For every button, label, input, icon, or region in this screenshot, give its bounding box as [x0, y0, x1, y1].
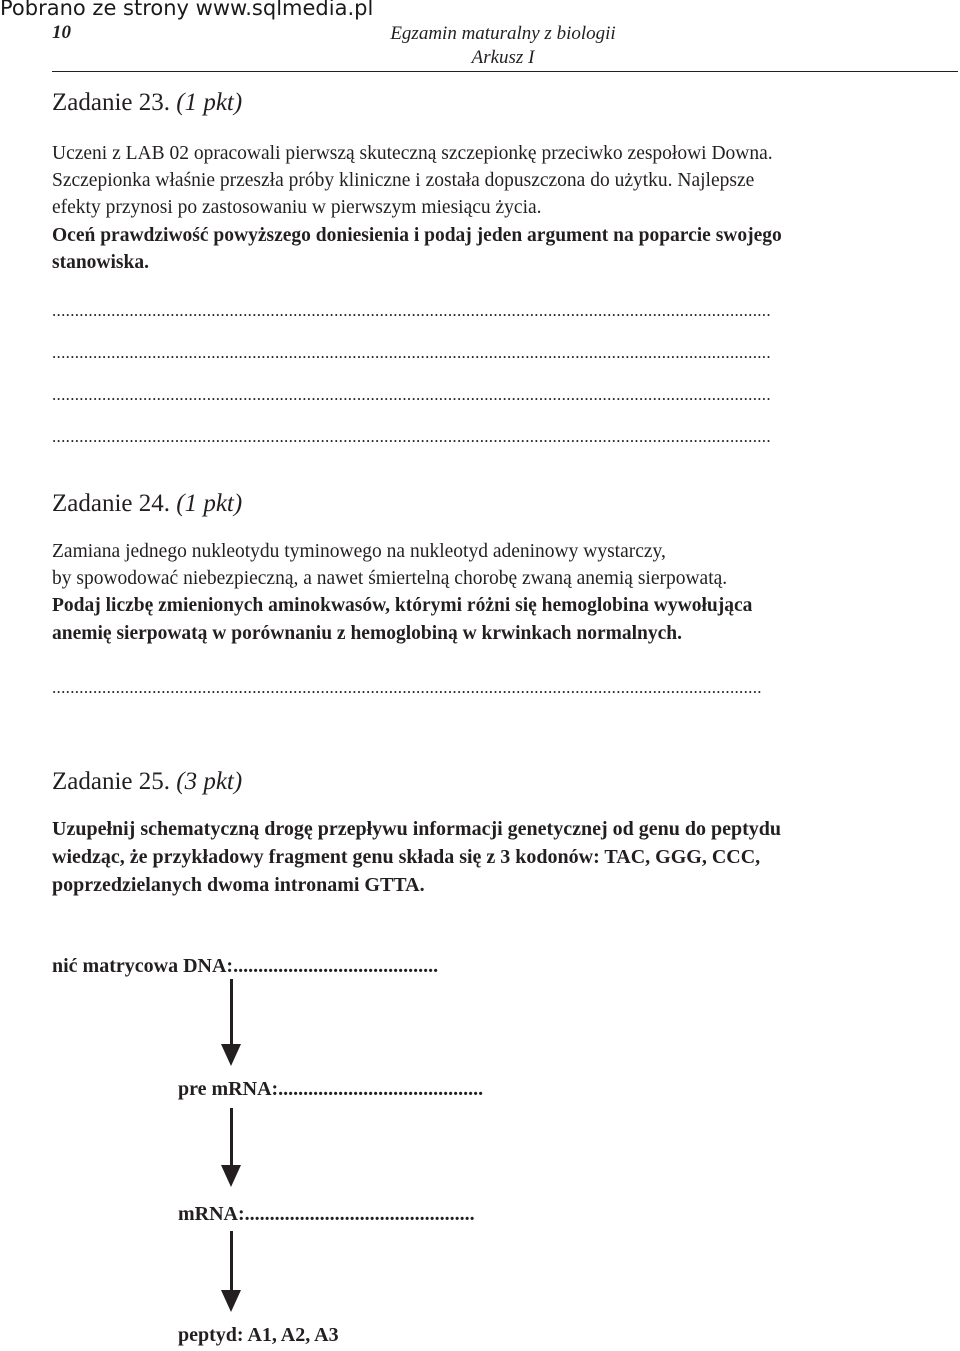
source-watermark: Pobrano ze strony www.sqlmedia.pl — [0, 0, 374, 20]
task-25-points: (3 pkt) — [176, 768, 243, 795]
task-23-answer-line[interactable]: .............................................................................................................................................................. — [52, 343, 771, 362]
task-23-label: Zadanie 23. — [52, 89, 171, 116]
template-dna-field[interactable]: nić matrycowa DNA:......................................... — [52, 955, 439, 977]
task-24-command-line: Podaj liczbę zmienionych aminokwasów, którymi różni się hemoglobina wywołująca — [52, 595, 753, 617]
task-24-points: (1 pkt) — [176, 490, 243, 517]
task-24-label: Zadanie 24. — [52, 490, 171, 517]
task-25-command-line: Uzupełnij schematyczną drogę przepływu informacji genetycznej od genu do peptydu — [52, 818, 782, 840]
page-number: 10 — [52, 22, 71, 43]
task-23-intro — [52, 140, 955, 276]
task-23-intro-line: Uczeni z LAB 02 opracowali pierwszą skuteczną szczepionkę przeciwko zespołowi Downa. — [52, 143, 773, 164]
task-23-command-line: stanowiska. — [52, 251, 149, 273]
exam-title: Egzamin maturalny z biologii — [390, 23, 616, 44]
running-header — [385, 22, 621, 70]
arrow-down-icon — [221, 1165, 241, 1187]
mrna-field[interactable]: mRNA:.............................................. — [178, 1203, 475, 1225]
task-25-heading — [52, 768, 242, 796]
task-25-command-line: poprzedzielanych dwoma intronami GTTA. — [52, 874, 425, 896]
task-24-command-line: anemię sierpowatą w porównaniu z hemoglobiną w krwinkach normalnych. — [52, 622, 682, 644]
peptide-label: peptyd: A1, A2, A3 — [178, 1324, 339, 1346]
task-23-intro-line: efekty przynosi po zastosowaniu w pierwszym miesiącu życia. — [52, 197, 542, 219]
task-25-command — [52, 815, 955, 899]
task-23-intro-line: Szczepionka właśnie przeszła próby kliniczne i została dopuszczona do użytku. Najlepsze — [52, 170, 755, 192]
arrow-shaft — [230, 1231, 233, 1291]
task-24-heading — [52, 490, 242, 518]
task-24-intro — [52, 538, 955, 647]
sheet-title: Arkusz I — [471, 47, 535, 68]
task-24-answer-line[interactable]: ............................................................................................................................................................ — [52, 678, 762, 697]
arrow-down-icon — [221, 1044, 241, 1066]
arrow-shaft — [230, 1108, 233, 1166]
task-25-label: Zadanie 25. — [52, 768, 171, 795]
task-24-intro-line: by spowodować niebezpieczną, a nawet śmiertelną chorobę zwaną anemią sierpowatą. — [52, 568, 728, 590]
header-divider — [52, 71, 958, 72]
task-23-answer-line[interactable]: .............................................................................................................................................................. — [52, 301, 771, 320]
arrow-down-icon — [221, 1290, 241, 1312]
arrow-shaft — [230, 979, 233, 1045]
task-23-heading — [52, 89, 242, 117]
pre-mrna-field[interactable]: pre mRNA:......................................... — [178, 1078, 484, 1100]
task-25-command-line: wiedząc, że przykładowy fragment genu składa się z 3 kodonów: TAC, GGG, CCC, — [52, 846, 761, 868]
task-24-intro-line: Zamiana jednego nukleotydu tyminowego na nukleotyd adeninowy wystarczy, — [52, 541, 666, 562]
task-23-answer-line[interactable]: .............................................................................................................................................................. — [52, 385, 771, 404]
task-23-answer-line[interactable]: .............................................................................................................................................................. — [52, 427, 771, 446]
task-23-points: (1 pkt) — [176, 89, 243, 116]
task-23-command-line: Oceń prawdziwość powyższego doniesienia i podaj jeden argument na poparcie swojego — [52, 224, 782, 246]
